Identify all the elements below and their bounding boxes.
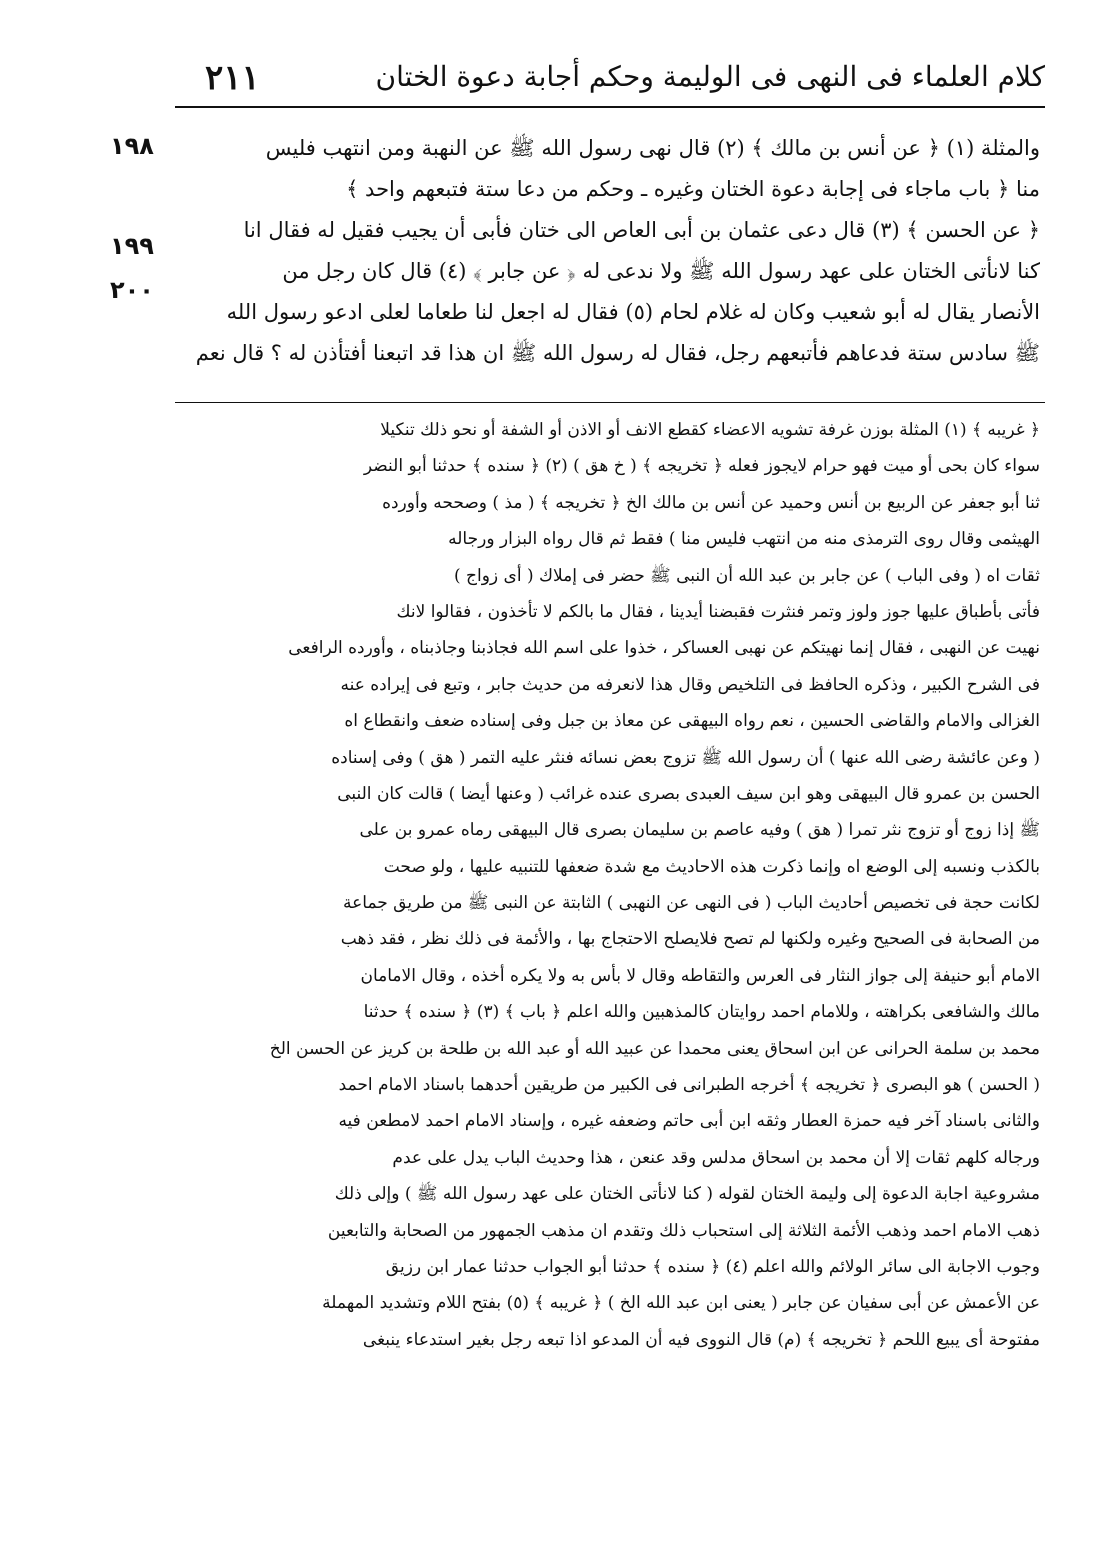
note-line: نهيت عن النهبى ، فقال إنما نهيتكم عن نهبى العساكر ، خذوا على اسم الله فجاذبنا وجاذبناه ، وأورده الرافعى xyxy=(288,638,1040,659)
note-line: الحسن بن عمرو قال البيهقى وهو ابن سيف العبدى بصرى عنده غرائب ( وعنها أيضا ) قالت كان النبى xyxy=(337,783,1040,804)
note-line xyxy=(195,1395,1040,1431)
note-line: ( الحسن ) هو البصرى ﴿ تخريجه ﴾ أخرجه الطبرانى فى الكبير من طريقين أحدهما باسناد الامام احمد xyxy=(338,1075,1040,1096)
header-rule xyxy=(175,106,1045,108)
main-line: والمثلة (١) ﴿ عن أنس بن مالك ﴾ (٢) قال نهى رسول الله ﷺ عن النهبة ومن انتهب فليس xyxy=(265,136,1040,160)
note-line: بالكذب ونسبه إلى الوضع اه وإنما ذكرت هذه الاحاديث مع شدة ضعفها للتنبيه عليها ، ولو صحت xyxy=(383,856,1040,877)
note-line: فأتى بأطباق عليها جوز ولوز وتمر فنثرت فقبضنا أيدينا ، فقال ما بالكم لا تأخذون ، فقالوا لانك xyxy=(396,601,1040,622)
note-line: ثقات اه ( وفى الباب ) عن جابر بن عبد الله أن النبى ﷺ حضر فى إملاك ( أى زواج ) xyxy=(453,565,1040,586)
main-line: الأنصار يقال له أبو شعيب وكان له غلام لحام (٥) فقال له اجعل لنا طعاما لعلى ادعو رسول الله xyxy=(226,300,1040,324)
note-line: ﴿ غريبه ﴾ (١) المثلة بوزن غرفة تشويه الاعضاء كقطع الانف أو الاذن أو الشفة أو نحو ذلك تنكيلا xyxy=(380,420,1040,440)
hadith-number: ١٩٨ xyxy=(110,132,154,160)
note-line: لكانت حجة فى تخصيص أحاديث الباب ( فى النهى عن النهبى ) الثابتة عن النبى ﷺ من طريق جماعة xyxy=(343,893,1040,914)
page-header xyxy=(175,50,1045,106)
note-line: مفتوحة أى يبيع اللحم ﴿ تخريجه ﴾ (م) قال النووى فيه أن المدعو اذا تبعه رجل بغير استدعاء ينبغى xyxy=(362,1329,1040,1350)
note-line: سواء كان بحى أو ميت فهو حرام لايجوز فعله ﴿ تخريجه ﴾ ( خ هق ) (٢) ﴿ سنده ﴾ حدثنا أبو النضر xyxy=(363,456,1040,477)
note-line: محمد بن سلمة الحرانى عن ابن اسحاق يعنى محمدا عن عبيد الله أو عبد الله بن طلحة بن كريز عن الحسن الخ xyxy=(269,1038,1040,1059)
note-line: مالك والشافعى بكراهته ، وللامام احمد روايتان كالمذهبين والله اعلم ﴿ باب ﴾ (٣) ﴿ سنده ﴾ حدثنا xyxy=(363,1002,1040,1023)
note-line: الهيثمى وقال روى الترمذى منه من انتهب فليس منا ) فقط ثم قال رواه البزار ورجاله xyxy=(448,529,1040,550)
running-title: كلام العلماء فى النهى فى الوليمة وحكم أجابة دعوة الختان xyxy=(375,60,1045,93)
main-line: كنا لانأتى الختان على عهد رسول الله ﷺ ولا ندعى له ﴿ عن جابر ﴾ (٤) قال كان رجل من xyxy=(282,259,1040,283)
note-line: ﷺ إذا زوج أو تزوج نثر تمرا ( هق ) وفيه عاصم بن سليمان بصرى قال البيهقى رماه عمرو بن على xyxy=(359,820,1040,841)
main-line: منا ﴿ باب ماجاء فى إجابة دعوة الختان وغيره ـ وحكم من دعا ستة فتبعهم واحد ﴾ xyxy=(346,177,1040,201)
note-line xyxy=(195,1358,1040,1394)
section-rule xyxy=(175,402,1045,403)
main-line: ﷺ سادس ستة فدعاهم فأتبعهم رجل، فقال له رسول الله ﷺ ان هذا قد اتبعنا أفتأذن له ؟ قال نعم xyxy=(195,341,1040,365)
hadith-number: ٢٠٠ xyxy=(110,276,154,304)
hadith-number: ١٩٩ xyxy=(110,232,154,260)
note-line: عن الأعمش عن أبى سفيان عن جابر ( يعنى ابن عبد الله الخ ) ﴿ غريبه ﴾ (٥) بفتح اللام وتشديد المهملة xyxy=(322,1293,1040,1314)
note-line: مشروعية اجابة الدعوة إلى وليمة الختان لقوله ( كنا لانأتى الختان على عهد رسول الله ﷺ ) وإلى ذلك xyxy=(334,1184,1040,1205)
note-line: الامام أبو حنيفة إلى جواز النثار فى العرس والتقاطه وقال لا بأس به ولا يكره أخذه ، وقال الامامان xyxy=(360,965,1040,986)
note-line: من الصحابة فى الصحيح وغيره ولكنها لم تصح فلايصلح الاحتجاج بها ، والأئمة فى ذلك نظر ، فقد ذهب xyxy=(340,929,1040,950)
main-text xyxy=(195,128,1040,374)
note-line: والثانى باسناد آخر فيه حمزة العطار وثقه ابن أبى حاتم وضعفه غيره ، وإسناد الامام احمد لامطعن فيه xyxy=(338,1111,1040,1132)
note-line: ثنا أبو جعفر عن الربيع بن أنس وحميد عن أنس بن مالك الخ ﴿ تخريجه ﴾ ( مذ ) وصححه وأورده xyxy=(382,492,1040,513)
note-line: الغزالى والامام والقاضى الحسين ، نعم رواه البيهقى عن معاذ بن جبل وفى إسناده ضعف وانقطاع اه xyxy=(344,711,1040,732)
note-line: وجوب الاجابة الى سائر الولائم والله اعلم (٤) ﴿ سنده ﴾ حدثنا أبو الجواب حدثنا عمار ابن رزيق xyxy=(385,1256,1040,1277)
note-line: ( وعن عائشة رضى الله عنها ) أن رسول الله ﷺ تزوج بعض نسائه فنثر عليه التمر ( هق ) وفى إسناده xyxy=(331,747,1040,768)
page-number: ٢١١ xyxy=(205,58,260,98)
note-line: فى الشرح الكبير ، وذكره الحافظ فى التلخيص وقال هذا لانعرفه من حديث جابر ، وتبع فى إيراده عنه xyxy=(340,674,1040,695)
note-line: ذهب الامام احمد وذهب الأئمة الثلاثة إلى استحباب ذلك وتقدم ان مذهب الجمهور من الصحابة والتابعين xyxy=(327,1220,1040,1241)
footnotes xyxy=(195,412,1040,1467)
main-line: ﴿ عن الحسن ﴾ (٣) قال دعى عثمان بن أبى العاص الى ختان فأبى أن يجيب فقيل له فقال انا xyxy=(243,218,1040,242)
note-line xyxy=(195,1431,1040,1467)
note-line: ورجاله كلهم ثقات إلا أن محمد بن اسحاق مدلس وقد عنعن ، هذا وحديث الباب يدل على عدم xyxy=(392,1147,1040,1168)
